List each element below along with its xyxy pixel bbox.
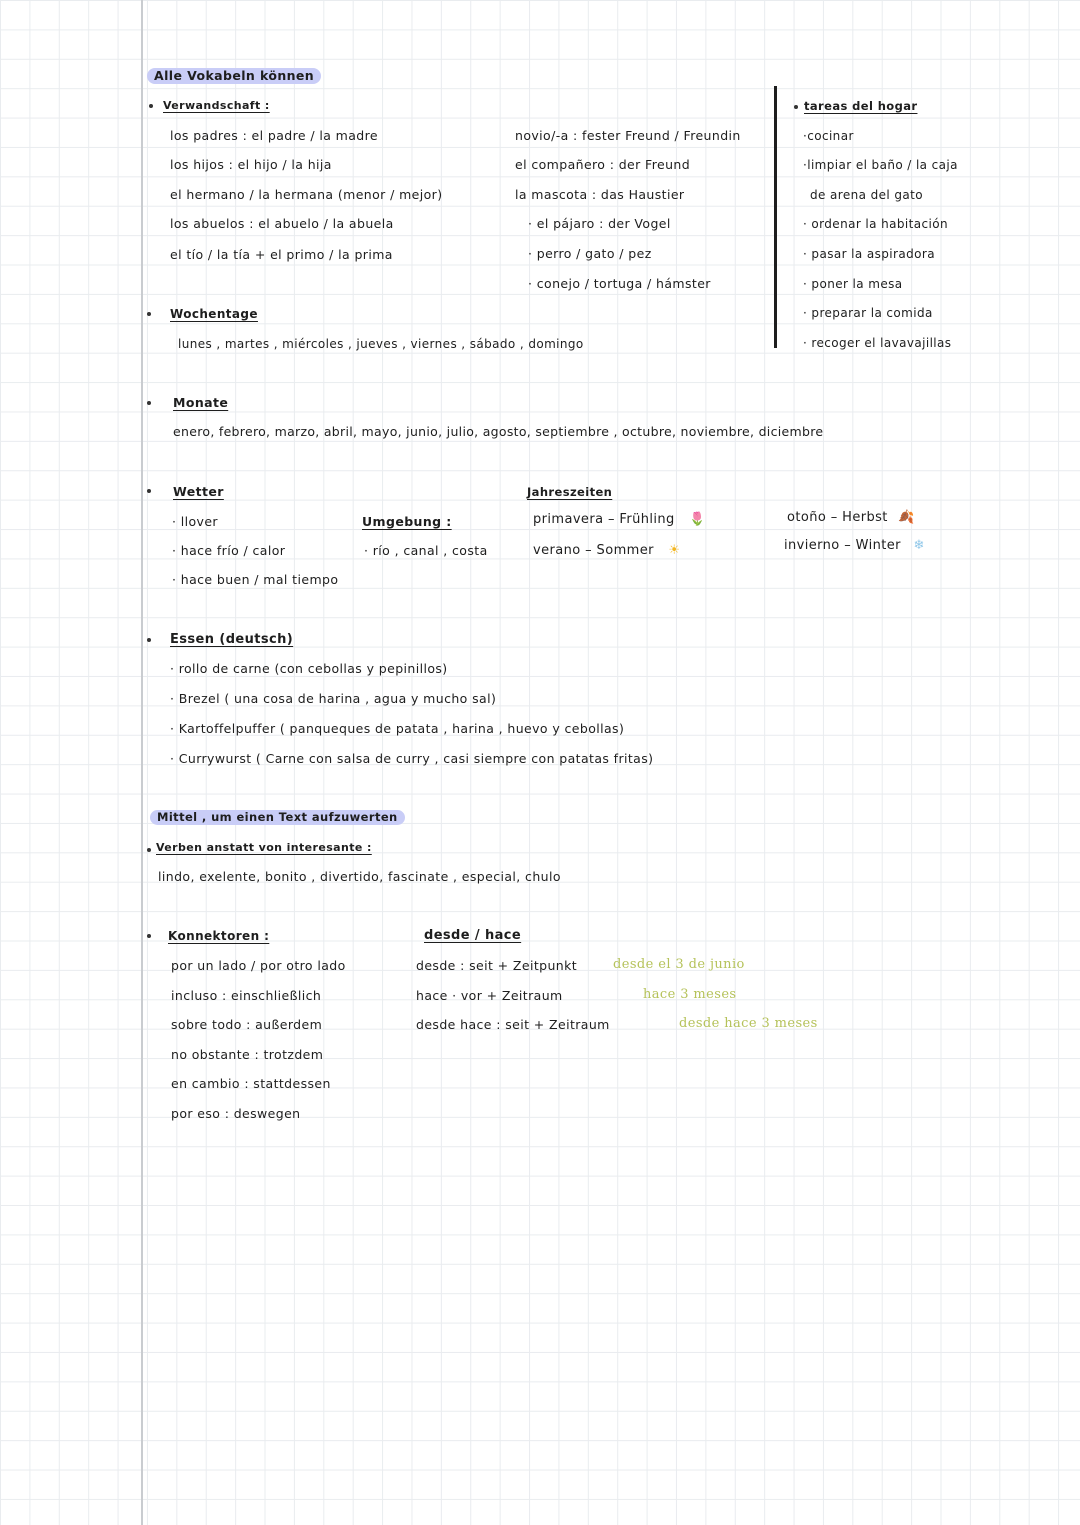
- family-right-item: la mascota : das Haustier: [515, 187, 685, 202]
- family-heading: Verwandschaft :: [163, 99, 270, 112]
- flower-icon: 🌷: [689, 512, 706, 527]
- family-right-item: · el pájaro : der Vogel: [528, 216, 671, 231]
- season-label: invierno – Winter: [784, 538, 901, 553]
- task-item: · recoger el lavavajillas: [803, 336, 952, 350]
- sun-icon: ☀: [668, 543, 681, 558]
- family-right-item: novio/-a : fester Freund / Freundin: [515, 128, 741, 143]
- environment-heading: Umgebung :: [362, 514, 452, 529]
- bullet-icon: [147, 312, 151, 316]
- seasons-heading: Jahreszeiten: [527, 485, 613, 499]
- weather-item: · hace frío / calor: [172, 543, 286, 558]
- months-list: enero, febrero, marzo, abril, mayo, junio, julio, agosto, septiembre , octubre, noviembre, diciembre: [173, 424, 824, 439]
- verbs-list: lindo, exelente, bonito , divertido, fascinate , especial, chulo: [158, 869, 561, 884]
- family-right-item: · conejo / tortuga / hámster: [528, 276, 711, 291]
- weather-item: · hace buen / mal tiempo: [172, 572, 339, 587]
- task-item: · ordenar la habitación: [803, 217, 948, 231]
- bullet-icon: [147, 489, 151, 493]
- task-item: · pasar la aspiradora: [803, 247, 935, 261]
- months-heading: Monate: [173, 395, 229, 410]
- desde-hace-example: desde el 3 de junio: [613, 957, 745, 972]
- family-right-item: · perro / gato / pez: [528, 246, 652, 261]
- season-winter: [784, 538, 925, 554]
- task-item: · preparar la comida: [803, 306, 933, 320]
- connector-item: sobre todo : außerdem: [171, 1017, 323, 1032]
- notebook-margin-line: [141, 0, 143, 1525]
- family-left-item: los abuelos : el abuelo / la abuela: [170, 216, 394, 231]
- verbs-heading: Verben anstatt von interesante :: [156, 841, 372, 854]
- leaf-icon: 🍂: [898, 510, 915, 525]
- family-left-item: los padres : el padre / la madre: [170, 128, 378, 143]
- season-label: primavera – Frühling: [533, 512, 675, 527]
- food-item: · Brezel ( una cosa de harina , agua y mucho sal): [170, 691, 497, 706]
- bullet-icon: [147, 848, 151, 852]
- task-item: de arena del gato: [810, 188, 923, 202]
- family-left-item: los hijos : el hijo / la hija: [170, 157, 332, 172]
- bullet-icon: [147, 934, 151, 938]
- bullet-icon: [794, 105, 798, 109]
- connector-item: no obstante : trotzdem: [171, 1047, 324, 1062]
- tasks-heading: tareas del hogar: [804, 99, 918, 113]
- page-title: Alle Vokabeln können: [147, 68, 321, 84]
- connector-item: por eso : deswegen: [171, 1106, 301, 1121]
- bullet-icon: [149, 104, 153, 108]
- desde-hace-rule: desde hace : seit + Zeitraum: [416, 1017, 610, 1032]
- connector-item: por un lado / por otro lado: [171, 958, 346, 973]
- weather-item: · llover: [172, 514, 218, 529]
- family-left-item: el tío / la tía + el primo / la prima: [170, 247, 393, 262]
- column-divider: [774, 86, 777, 348]
- bullet-icon: [147, 401, 151, 405]
- family-right-item: el compañero : der Freund: [515, 157, 691, 172]
- connectors-heading: Konnektoren :: [168, 929, 270, 943]
- desde-hace-rule: desde : seit + Zeitpunkt: [416, 958, 578, 973]
- section2-title: Mittel , um einen Text aufzuwerten: [150, 809, 405, 825]
- season-label: verano – Sommer: [533, 543, 654, 558]
- desde-hace-example: hace 3 meses: [643, 987, 737, 1002]
- desde-hace-rule: hace · vor + Zeitraum: [416, 988, 563, 1003]
- snowflake-icon: ❄: [913, 538, 925, 553]
- season-spring: [533, 512, 706, 528]
- connector-item: en cambio : stattdessen: [171, 1076, 331, 1091]
- task-item: · poner la mesa: [803, 277, 903, 291]
- food-item: · rollo de carne (con cebollas y pepinillos): [170, 661, 448, 676]
- connector-item: incluso : einschließlich: [171, 988, 322, 1003]
- task-item: ·cocinar: [803, 129, 854, 143]
- family-left-item: el hermano / la hermana (menor / mejor): [170, 187, 443, 202]
- food-item: · Currywurst ( Carne con salsa de curry , casi siempre con patatas fritas): [170, 751, 654, 766]
- weekdays-list: lunes , martes , miércoles , jueves , viernes , sábado , domingo: [178, 337, 584, 351]
- season-summer: [533, 543, 680, 559]
- bullet-icon: [147, 638, 151, 642]
- weather-heading: Wetter: [173, 484, 224, 499]
- desde-hace-example: desde hace 3 meses: [679, 1016, 818, 1031]
- season-label: otoño – Herbst: [787, 510, 888, 525]
- food-item: · Kartoffelpuffer ( panqueques de patata , harina , huevo y cebollas): [170, 721, 625, 736]
- weekdays-heading: Wochentage: [170, 307, 258, 321]
- task-item: ·limpiar el baño / la caja: [803, 158, 958, 172]
- environment-list: · río , canal , costa: [364, 543, 488, 558]
- season-autumn: [787, 510, 915, 526]
- desde-hace-heading: desde / hace: [424, 928, 522, 943]
- food-heading: Essen (deutsch): [170, 632, 294, 647]
